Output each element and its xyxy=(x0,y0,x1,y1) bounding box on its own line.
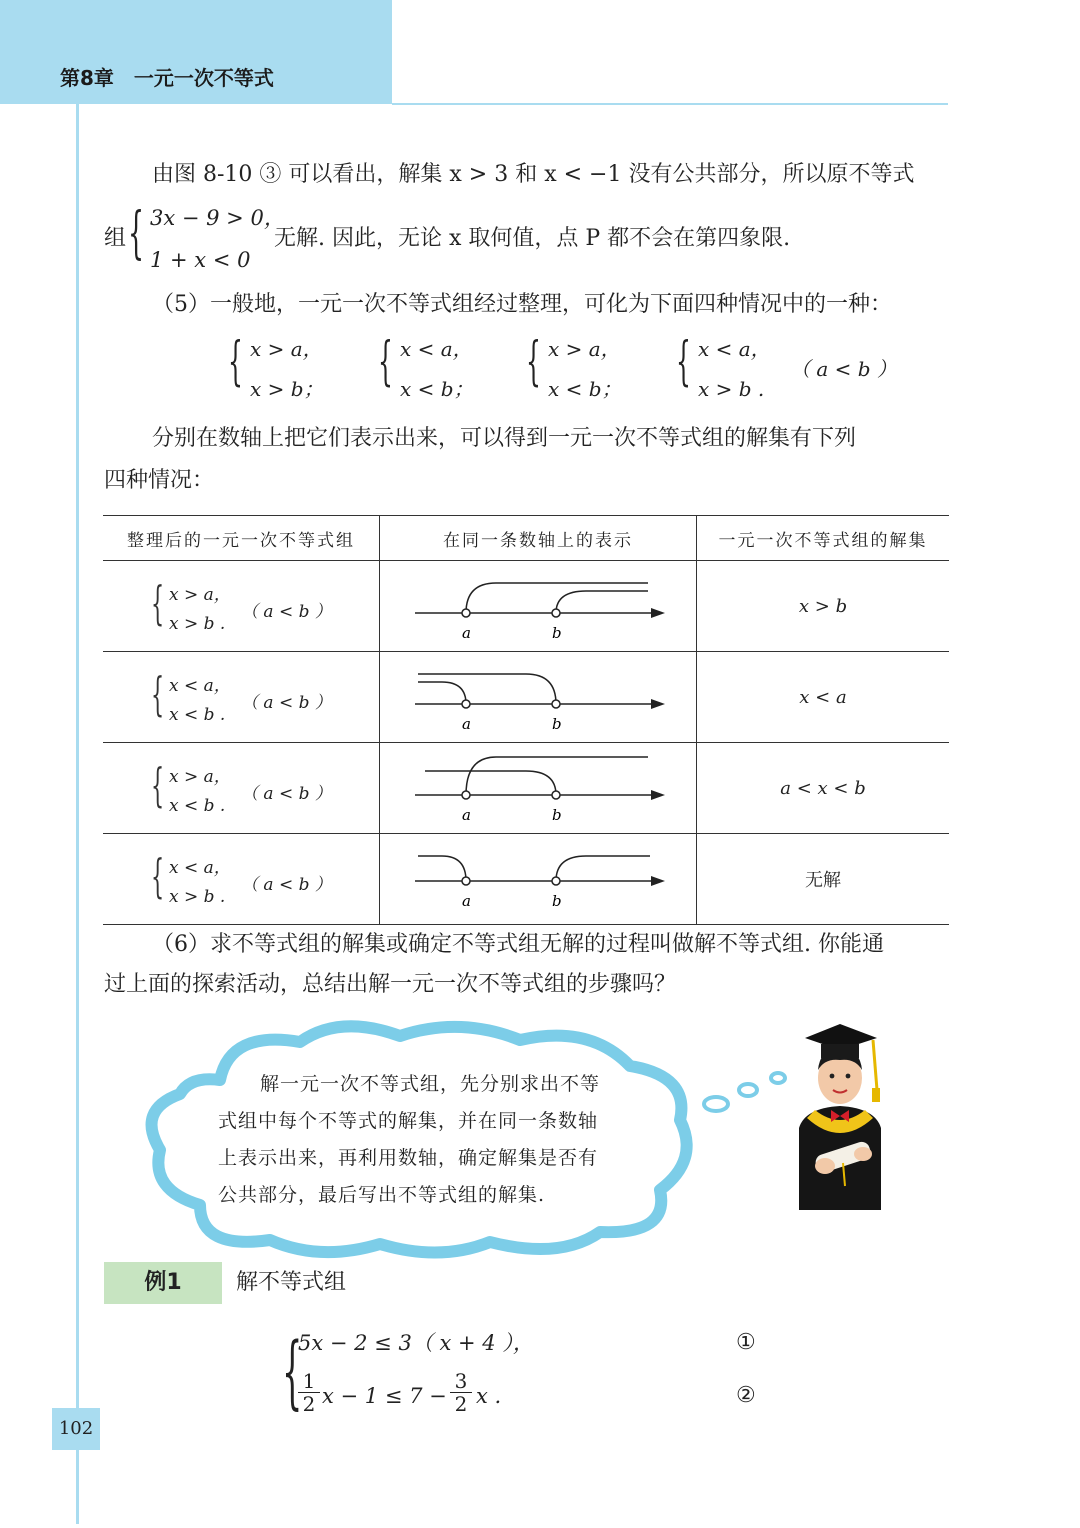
axis-label-a: a xyxy=(462,715,471,733)
para2-text: （5）一般地，一元一次不等式组经过整理，可化为下面四种情况中的一种： xyxy=(152,292,892,317)
row-answer: x > b xyxy=(697,561,950,652)
row-cond: （ a < b ） xyxy=(241,874,332,895)
eq2-fraction-2 xyxy=(450,1370,472,1415)
cloud-line-4: 公共部分，最后写出不等式组的解集. xyxy=(218,1184,546,1206)
axis-label-a: a xyxy=(462,806,471,824)
table-header-axis: 在同一条数轴上的表示 xyxy=(380,516,697,561)
row-l2: x > b . xyxy=(169,613,226,634)
row-answer: x < a xyxy=(697,652,950,743)
eq2-fraction-1 xyxy=(298,1370,320,1415)
table-header-system: 整理后的一元一次不等式组 xyxy=(103,516,380,561)
fraction-denominator: 2 xyxy=(298,1392,320,1415)
table-row xyxy=(103,652,949,743)
header-rule xyxy=(392,103,948,105)
para1-line2: 无解. 因此，无论 x 取何值，点 P 都不会在第四象限. xyxy=(274,226,791,251)
eq2-middle: x − 1 ≤ 7 − xyxy=(322,1384,447,1408)
case-l1: x < a， xyxy=(698,337,771,361)
row-l2: x < b . xyxy=(169,704,226,725)
case-l2: x < b； xyxy=(400,377,474,401)
example-brace: { xyxy=(282,1325,303,1418)
number-line-case-4 xyxy=(380,834,696,919)
axis-label-b: b xyxy=(552,715,562,733)
table-header-solution: 一元一次不等式组的解集 xyxy=(697,516,950,561)
row-l1: x < a， xyxy=(169,857,231,878)
cloud-line-2: 式组中每个不等式的解集，并在同一条数轴 xyxy=(218,1110,599,1132)
margin-rule xyxy=(76,104,79,1524)
row-cond: （ a < b ） xyxy=(241,783,332,804)
cloud-line-3: 上表示出来，再利用数轴，确定解集是否有 xyxy=(218,1147,599,1169)
row-cond: （ a < b ） xyxy=(241,692,332,713)
chapter-title: 第8章 一元一次不等式 xyxy=(60,66,274,90)
table-row xyxy=(103,743,949,834)
para3-line2: 四种情况： xyxy=(104,468,215,493)
row-cond: （ a < b ） xyxy=(241,601,332,622)
eq2-end: x . xyxy=(476,1384,502,1408)
case-l1: x > a， xyxy=(250,337,323,361)
axis-label-a: a xyxy=(462,624,471,642)
para1-prefix: 组 xyxy=(104,226,127,251)
number-line-case-3 xyxy=(380,743,696,828)
number-line-case-1 xyxy=(380,561,696,646)
eq1-number: ① xyxy=(736,1330,756,1355)
example-eq1: 5x − 2 ≤ 3（ x + 4 ）， xyxy=(298,1331,534,1355)
system-eq2: 1 + x < 0 xyxy=(150,248,251,272)
row-l1: x > a， xyxy=(169,766,231,787)
row-brace: { xyxy=(151,575,165,630)
eq2-number: ② xyxy=(736,1383,756,1408)
case-l2: x < b； xyxy=(548,377,622,401)
case-brace: { xyxy=(526,332,541,392)
row-answer: a < x < b xyxy=(697,743,950,834)
para3-line1: 分别在数轴上把它们表示出来，可以得到一元一次不等式组的解集有下列 xyxy=(152,426,857,451)
case-l2: x > b . xyxy=(698,377,765,401)
solution-table xyxy=(103,515,949,925)
row-l1: x < a， xyxy=(169,675,231,696)
axis-label-a: a xyxy=(462,892,471,910)
case-brace: { xyxy=(228,332,243,392)
row-brace: { xyxy=(151,666,165,721)
case-brace: { xyxy=(676,332,691,392)
example-title: 解不等式组 xyxy=(236,1270,347,1295)
fraction-numerator: 1 xyxy=(302,1369,316,1393)
case-brace: { xyxy=(378,332,393,392)
table-row xyxy=(103,834,949,925)
row-l2: x > b . xyxy=(169,886,226,907)
fraction-denominator: 2 xyxy=(450,1392,472,1415)
case-condition: （ a < b ） xyxy=(790,357,897,381)
cloud-line-1: 解一元一次不等式组，先分别求出不等 xyxy=(260,1073,601,1095)
case-l2: x > b； xyxy=(250,377,324,401)
row-brace: { xyxy=(151,757,165,812)
para4-line2: 过上面的探索活动，总结出解一元一次不等式组的步骤吗？ xyxy=(104,972,677,997)
axis-label-b: b xyxy=(552,806,562,824)
system-eq1: 3x − 9 > 0， xyxy=(150,206,285,230)
page-number: 102 xyxy=(52,1408,100,1450)
thought-bubbles xyxy=(700,1068,795,1118)
graduate-child-illustration xyxy=(785,1018,895,1213)
example-tag: 例1 xyxy=(104,1262,222,1304)
para1-line1: 由图 8-10 ③ 可以看出，解集 x > 3 和 x < −1 没有公共部分，所以原不等式 xyxy=(152,162,915,187)
number-line-case-2 xyxy=(380,652,696,737)
row-answer: 无解 xyxy=(697,834,950,925)
axis-label-b: b xyxy=(552,624,562,642)
row-brace: { xyxy=(151,848,165,903)
axis-label-b: b xyxy=(552,892,562,910)
table-row xyxy=(103,561,949,652)
case-l1: x > a， xyxy=(548,337,621,361)
para4-line1: （6）求不等式组的解集或确定不等式组无解的过程叫做解不等式组. 你能通 xyxy=(152,932,884,957)
case-l1: x < a， xyxy=(400,337,473,361)
fraction-numerator: 3 xyxy=(454,1369,468,1393)
system-brace: { xyxy=(128,201,145,266)
row-l2: x < b . xyxy=(169,795,226,816)
row-l1: x > a， xyxy=(169,584,231,605)
